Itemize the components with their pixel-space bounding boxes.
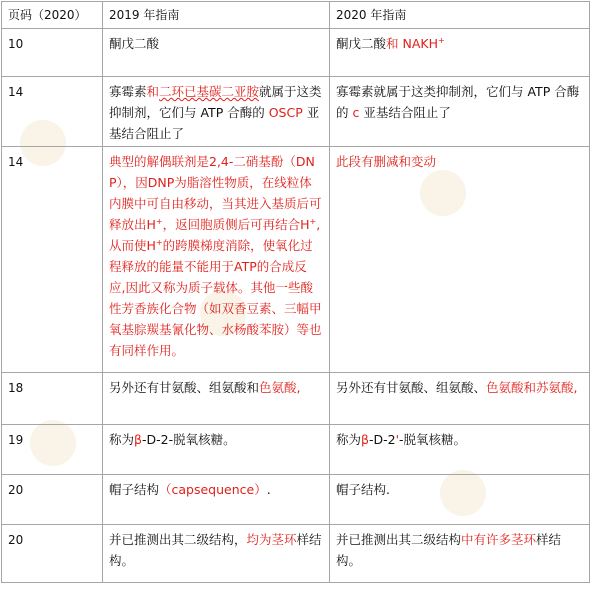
page-number: 14 — [2, 147, 103, 373]
text-segment: -D-2 — [369, 432, 396, 447]
cell-2020 — [330, 475, 590, 525]
text-segment: ,从而使H — [109, 217, 321, 253]
text-segment: 亚基结合阻止了 — [109, 105, 320, 141]
text-segment: 并已推测出其二级结构 — [336, 532, 462, 547]
text-segment: -脱氧核糖。 — [399, 432, 467, 447]
text-segment: 帽子结构 — [109, 482, 160, 497]
text-segment: 寡霉素就属于这类抑制剂，它们与 ATP 合酶的 — [336, 84, 580, 120]
text-segment: + — [155, 237, 163, 247]
text-segment: 亚基结合阻止了 — [359, 105, 451, 120]
text-segment: + — [438, 35, 445, 45]
cell-2019 — [103, 147, 330, 373]
cell-2019 — [103, 29, 330, 77]
text-segment: 色氨酸和苏氨酸, — [486, 380, 578, 395]
guideline-comparison-table — [1, 1, 590, 583]
text-segment: -D-2-脱氧核糖。 — [142, 432, 236, 447]
text-segment: 样结构。 — [109, 532, 322, 568]
header-2019: 2019 年指南 — [103, 2, 330, 29]
table-row — [2, 77, 590, 147]
text-segment: 帽子结构. — [336, 482, 390, 497]
table-row — [2, 425, 590, 475]
text-segment: 和 — [146, 84, 160, 99]
cell-2020 — [330, 373, 590, 425]
text-segment: c — [352, 105, 360, 120]
page-number: 20 — [2, 525, 103, 583]
page-number: 10 — [2, 29, 103, 77]
text-segment: 和 NAKH — [386, 36, 438, 51]
cell-2019 — [103, 77, 330, 147]
page-number: 14 — [2, 77, 103, 147]
page-number: 18 — [2, 373, 103, 425]
text-segment: 另外还有甘氨酸、组氨酸、 — [336, 380, 487, 395]
cell-2020 — [330, 29, 590, 77]
header-page: 页码（2020） — [2, 2, 103, 29]
cell-2020 — [330, 525, 590, 583]
table-row — [2, 373, 590, 425]
table-row — [2, 525, 590, 583]
text-segment: 均为茎环 — [246, 532, 297, 547]
text-segment: 并已推测出其二级结构， — [109, 532, 247, 547]
table-row — [2, 475, 590, 525]
cell-2019 — [103, 425, 330, 475]
text-segment: + — [155, 216, 163, 226]
text-segment: 寡霉素 — [109, 84, 147, 99]
text-segment: （capsequence） — [159, 482, 267, 497]
text-segment: β — [134, 432, 142, 447]
text-segment: 酮戊二酸 — [336, 36, 387, 51]
page-number: 20 — [2, 475, 103, 525]
text-segment: . — [266, 482, 271, 497]
text-segment: 样结构。 — [336, 532, 562, 568]
table-header-row — [2, 2, 590, 29]
text-segment: 色氨酸, — [259, 380, 301, 395]
text-segment: 的跨膜梯度消除，使氧化过程释放的能量不能用于ATP的合成反应,因此又称为质子载体。其他一些酸性芳香族化合物（如双香豆素、三幅甲氧基腙羰基氰化物、水杨酸苯胺）等也有同样作用。 — [109, 238, 322, 358]
text-segment: 称为 — [336, 432, 362, 447]
text-segment: ' — [395, 432, 400, 447]
text-segment: 典型的解偶联剂是2,4-二硝基酚（DNP），因DNP为脂溶性物质，在线粒体内膜中可自由移动，当其进入基质后可释放出H — [109, 154, 322, 232]
text-segment: 称为 — [109, 432, 135, 447]
cell-2020 — [330, 147, 590, 373]
cell-2019 — [103, 525, 330, 583]
text-segment: ，返回胞质侧后可再结合H — [162, 217, 310, 232]
table-row — [2, 29, 590, 77]
cell-2019 — [103, 475, 330, 525]
text-segment: 中有许多茎环 — [461, 532, 537, 547]
cell-2020 — [330, 425, 590, 475]
cell-2019 — [103, 373, 330, 425]
header-2020: 2020 年指南 — [330, 2, 590, 29]
page-number: 19 — [2, 425, 103, 475]
text-segment: 另外还有甘氨酸、组氨酸和 — [109, 380, 260, 395]
text-segment: OSCP — [268, 105, 303, 120]
table-row — [2, 147, 590, 373]
text-segment: 二环已基碳二亚胺 — [159, 84, 260, 99]
cell-2020 — [330, 77, 590, 147]
text-segment: 此段有删减和变动 — [336, 154, 437, 169]
text-segment: + — [309, 216, 317, 226]
text-segment: 酮戊二酸 — [109, 36, 160, 51]
text-segment: β — [361, 432, 369, 447]
text-segment: 就属于这类抑制剂，它们与 ATP 合酶的 — [109, 84, 322, 120]
